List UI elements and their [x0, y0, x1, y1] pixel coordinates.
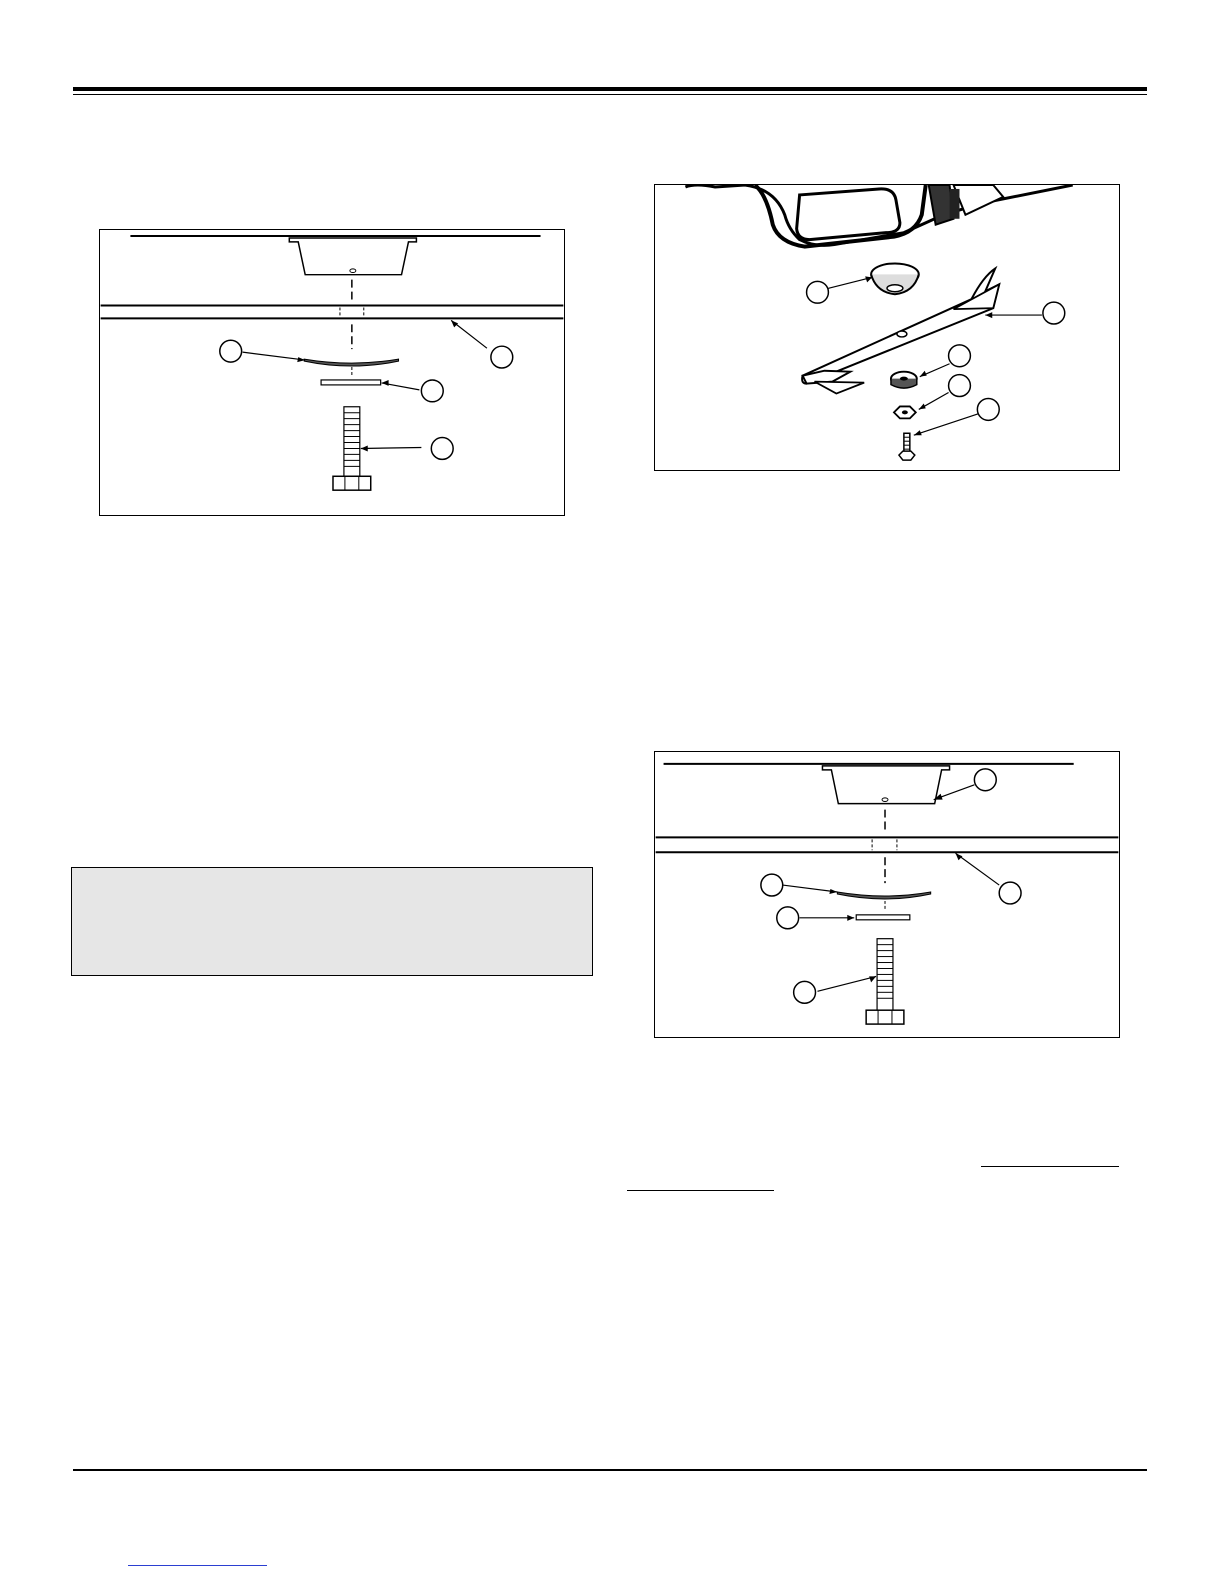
callout-circle [761, 874, 783, 896]
underline-rule [981, 1166, 1119, 1167]
header-rule-thick [73, 87, 1147, 91]
callout-circle [999, 882, 1021, 904]
header-rule-thin [73, 94, 1147, 95]
exploded-view-diagram [655, 185, 1119, 470]
callout-circle [421, 380, 443, 402]
callout-circle [794, 981, 816, 1003]
footer-link-underline[interactable] [128, 1565, 267, 1566]
callout-circle [491, 346, 513, 368]
callout-circle [977, 399, 999, 421]
footer-rule [73, 1469, 1147, 1471]
figure-blade-exploded-view [654, 184, 1120, 471]
callout-circle [220, 340, 242, 362]
note-box [71, 867, 593, 976]
callout-circle [1043, 302, 1065, 324]
underline-rule [627, 1190, 774, 1191]
callout-circle [777, 907, 799, 929]
callout-circle [807, 281, 829, 303]
cross-section-diagram [655, 752, 1119, 1037]
figure-blade-cross-section-left [99, 229, 565, 516]
callout-circle [974, 769, 996, 791]
callout-circle [949, 375, 971, 397]
callout-circle [431, 438, 453, 460]
figure-blade-cross-section-right [654, 751, 1120, 1038]
cross-section-diagram [100, 230, 564, 515]
callout-circle [949, 345, 971, 367]
